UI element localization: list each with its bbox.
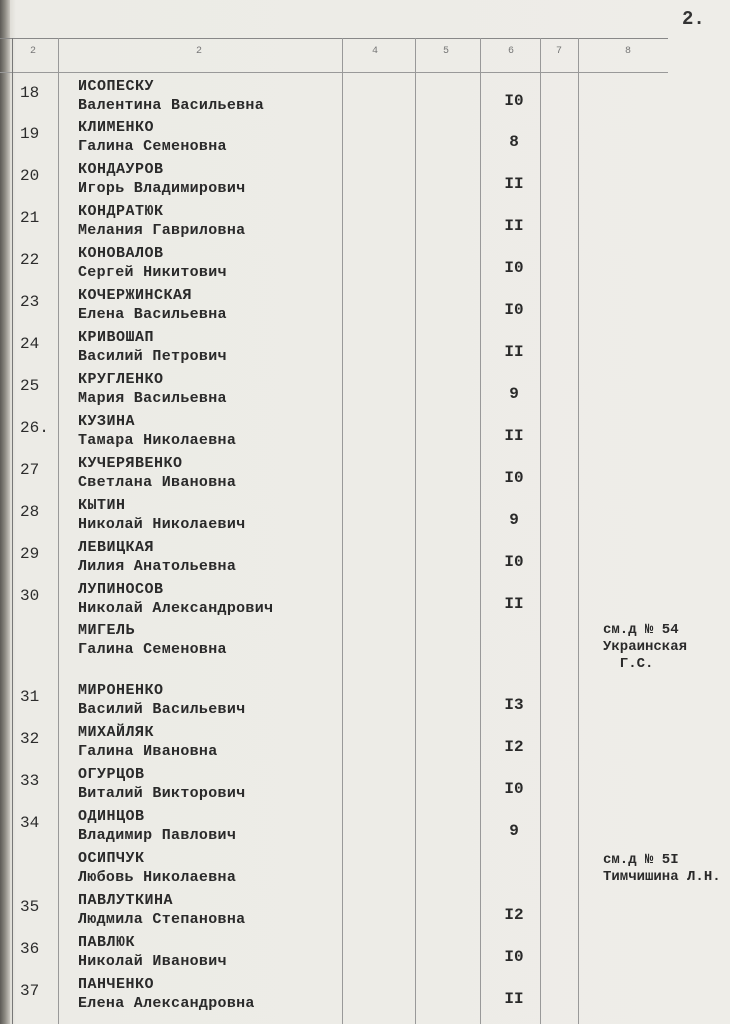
row-number: 30: [20, 587, 40, 605]
given-name: Николай Иванович: [78, 953, 227, 970]
row-number: 18: [20, 84, 40, 102]
given-name: Василий Васильевич: [78, 701, 246, 718]
row-number: 29: [20, 545, 40, 563]
given-name: Людмила Степановна: [78, 911, 246, 928]
column-header-number: 4: [372, 46, 379, 57]
list-row: [0, 203, 730, 245]
surname: КРИВОШАП: [78, 329, 155, 346]
grade-value: II: [504, 217, 524, 235]
grade-value: I0: [504, 301, 524, 319]
column-header-number: 2: [30, 46, 37, 57]
surname: КОНОВАЛОВ: [78, 245, 164, 262]
given-name: Галина Ивановна: [78, 743, 218, 760]
page-number: 2.: [682, 8, 705, 30]
list-row: [0, 287, 730, 329]
grade-value: I0: [504, 780, 524, 798]
surname: КЫТИН: [78, 497, 126, 514]
given-name: Тамара Николаевна: [78, 432, 237, 449]
grade-value: 9: [509, 511, 519, 529]
surname: ПАНЧЕНКО: [78, 976, 155, 993]
row-number: 37: [20, 982, 40, 1000]
row-number: 21: [20, 209, 40, 227]
given-name: Мария Васильевна: [78, 390, 227, 407]
list-row: [0, 766, 730, 808]
given-name: Владимир Павлович: [78, 827, 237, 844]
surname: МИГЕЛЬ: [78, 622, 136, 639]
list-row: [0, 892, 730, 934]
given-name: Василий Петрович: [78, 348, 227, 365]
given-name: Елена Александровна: [78, 995, 255, 1012]
row-number: 32: [20, 730, 40, 748]
row-number: 23: [20, 293, 40, 311]
surname: КОЧЕРЖИНСКАЯ: [78, 287, 193, 304]
list-row: [0, 119, 730, 161]
grade-value: I0: [504, 92, 524, 110]
grade-value: II: [504, 175, 524, 193]
surname: МИРОНЕНКО: [78, 682, 164, 699]
list-row: [0, 539, 730, 581]
list-row: [0, 161, 730, 203]
given-name: Елена Васильевна: [78, 306, 227, 323]
grade-value: II: [504, 427, 524, 445]
given-name: Николай Николаевич: [78, 516, 246, 533]
list-row: [0, 682, 730, 724]
row-number: 22: [20, 251, 40, 269]
grade-value: I0: [504, 259, 524, 277]
list-row: [0, 245, 730, 287]
grade-value: II: [504, 595, 524, 613]
grade-value: 9: [509, 822, 519, 840]
list-row: [0, 976, 730, 1018]
surname: КУЧЕРЯВЕНКО: [78, 455, 183, 472]
given-name: Галина Семеновна: [78, 641, 227, 658]
list-row: [0, 497, 730, 539]
row-number: 31: [20, 688, 40, 706]
given-name: Мелания Гавриловна: [78, 222, 246, 239]
list-row: [0, 850, 730, 892]
given-name: Валентина Васильевна: [78, 97, 265, 114]
list-row: [0, 455, 730, 497]
given-name: Галина Семеновна: [78, 138, 227, 155]
row-number: 19: [20, 125, 40, 143]
list-row: [0, 622, 730, 682]
row-number: 36: [20, 940, 40, 958]
list-row: [0, 413, 730, 455]
surname: КОНДРАТЮК: [78, 203, 164, 220]
row-number: 33: [20, 772, 40, 790]
surname: ОДИНЦОВ: [78, 808, 145, 825]
grade-value: I0: [504, 948, 524, 966]
row-number: 35: [20, 898, 40, 916]
row-number: 27: [20, 461, 40, 479]
list-row: [0, 934, 730, 976]
row-number: 26.: [20, 419, 49, 437]
grade-value: I0: [504, 469, 524, 487]
surname: ОГУРЦОВ: [78, 766, 145, 783]
grade-value: 8: [509, 133, 519, 151]
list-row: [0, 78, 730, 120]
surname: МИХАЙЛЯК: [78, 724, 155, 741]
list-row: [0, 329, 730, 371]
list-row: [0, 724, 730, 766]
grade-value: I2: [504, 906, 524, 924]
column-header-number: 6: [508, 46, 515, 57]
grade-value: II: [504, 990, 524, 1008]
list-row: [0, 581, 730, 623]
surname: ЛУПИНОСОВ: [78, 581, 164, 598]
row-number: 34: [20, 814, 40, 832]
cross-reference-note: см.д № 54 Украинская Г.С.: [603, 622, 688, 672]
surname: КЛИМЕНКО: [78, 119, 155, 136]
surname: КУЗИНА: [78, 413, 136, 430]
surname: ПАВЛЮК: [78, 934, 136, 951]
surname: КОНДАУРОВ: [78, 161, 164, 178]
surname: ИСОПЕСКУ: [78, 78, 155, 95]
grade-value: I2: [504, 738, 524, 756]
given-name: Сергей Никитович: [78, 264, 227, 281]
grade-value: II: [504, 343, 524, 361]
column-header-number: 8: [625, 46, 632, 57]
surname: ПАВЛУТКИНА: [78, 892, 174, 909]
grade-value: I0: [504, 553, 524, 571]
list-row: [0, 371, 730, 413]
surname: КРУГЛЕНКО: [78, 371, 164, 388]
given-name: Игорь Владимирович: [78, 180, 246, 197]
row-number: 28: [20, 503, 40, 521]
column-header-number: 5: [443, 46, 450, 57]
column-header-number: 7: [556, 46, 563, 57]
cross-reference-note: см.д № 5I Тимчишина Л.Н.: [603, 852, 721, 885]
row-number: 24: [20, 335, 40, 353]
given-name: Лилия Анатольевна: [78, 558, 237, 575]
list-row: [0, 808, 730, 850]
row-number: 25: [20, 377, 40, 395]
grade-value: I3: [504, 696, 524, 714]
given-name: Любовь Николаевна: [78, 869, 237, 886]
given-name: Светлана Ивановна: [78, 474, 237, 491]
given-name: Николай Александрович: [78, 600, 274, 617]
column-header-number: 2: [196, 46, 203, 57]
surname: ЛЕВИЦКАЯ: [78, 539, 155, 556]
surname: ОСИПЧУК: [78, 850, 145, 867]
given-name: Виталий Викторович: [78, 785, 246, 802]
row-number: 20: [20, 167, 40, 185]
grade-value: 9: [509, 385, 519, 403]
